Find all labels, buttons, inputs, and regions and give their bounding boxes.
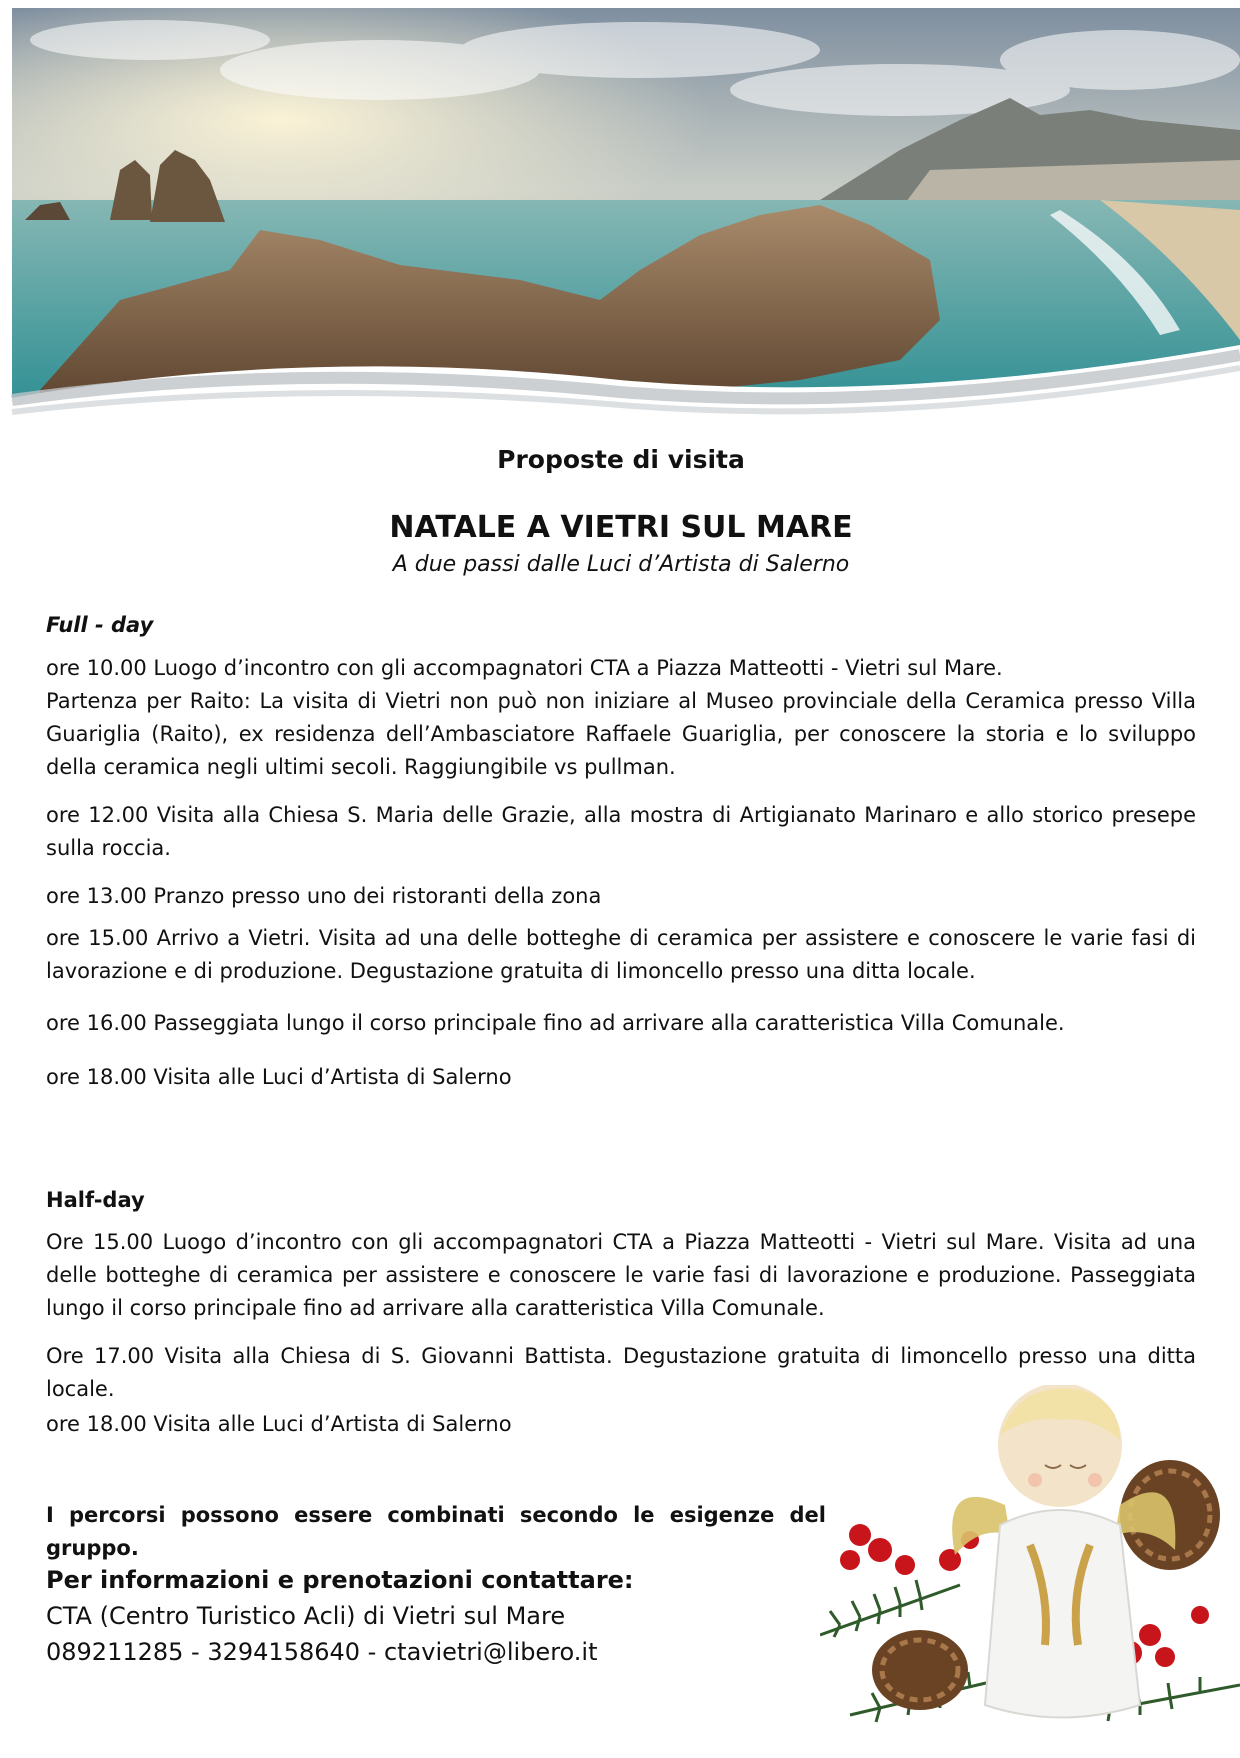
half-day-item: ore 18.00 Visita alle Luci d’Artista di Salerno [46, 1412, 512, 1436]
contact-organization: CTA (Centro Turistico Acli) di Vietri sul Mare [46, 1602, 566, 1630]
subtitle: A due passi dalle Luci d’Artista di Salerno [392, 552, 850, 577]
full-day-item: ore 18.00 Visita alle Luci d’Artista di Salerno [46, 1065, 512, 1089]
header-photo-banner [0, 0, 1240, 440]
kicker: Proposte di visita [497, 445, 745, 474]
contact-heading: Per informazioni e prenotazioni contattare: [46, 1566, 634, 1594]
christmas-angel-decoration [820, 1385, 1240, 1754]
full-day-item: ore 15.00 Arrivo a Vietri. Visita ad una delle botteghe di ceramica per assistere e conoscere le varie fasi di lavorazione e di produzione. Degustazione gratuita di limoncello presso una ditta locale. [46, 926, 1196, 983]
full-day-item: ore 12.00 Visita alla Chiesa S. Maria delle Grazie, alla mostra di Artigianato Marinaro e allo storico presepe sulla roccia. [46, 803, 1196, 860]
full-day-item: ore 13.00 Pranzo presso uno dei ristoranti della zona [46, 884, 602, 908]
combination-note: I percorsi possono essere combinati secondo le esigenze del gruppo. [46, 1503, 826, 1560]
coastline-illustration [0, 0, 1240, 440]
half-day-item: Ore 15.00 Luogo d’incontro con gli accompagnatori CTA a Piazza Matteotti - Vietri sul Mare. Visita ad una delle botteghe di ceramica per assistere e conoscere le varie fasi di lavorazione e produzione. Passeggiata lungo il corso principale fino ad arrivare alla caratteristica Villa Comunale. [46, 1230, 1196, 1320]
half-day-heading: Half-day [46, 1188, 145, 1212]
full-day-item: ore 10.00 Luogo d’incontro con gli accompagnatori CTA a Piazza Matteotti - Vietri sul Mare. [46, 656, 1003, 680]
angel-body [985, 1510, 1140, 1718]
half-day-item: Ore 17.00 Visita alla Chiesa di S. Giovanni Battista. Degustazione gratuita di limoncello presso una ditta locale. [46, 1344, 1196, 1401]
full-day-item: ore 16.00 Passeggiata lungo il corso principale fino ad arrivare alla caratteristica Villa Comunale. [46, 1011, 1065, 1035]
full-day-heading: Full - day [46, 613, 154, 637]
angel-illustration [820, 1385, 1240, 1754]
page-title: NATALE A VIETRI SUL MARE [389, 510, 853, 545]
full-day-item: Partenza per Raito: La visita di Vietri non può non iniziare al Museo provinciale della Ceramica presso Villa Guariglia (Raito), ex residenza dell’Ambasciatore Raffaele Guariglia, per conoscere la storia e lo sviluppo della ceramica negli ultimi secoli. Raggiungibile vs pullman. [46, 689, 1196, 779]
contact-details: 089211285 - 3294158640 - ctavietri@libero.it [46, 1638, 598, 1666]
